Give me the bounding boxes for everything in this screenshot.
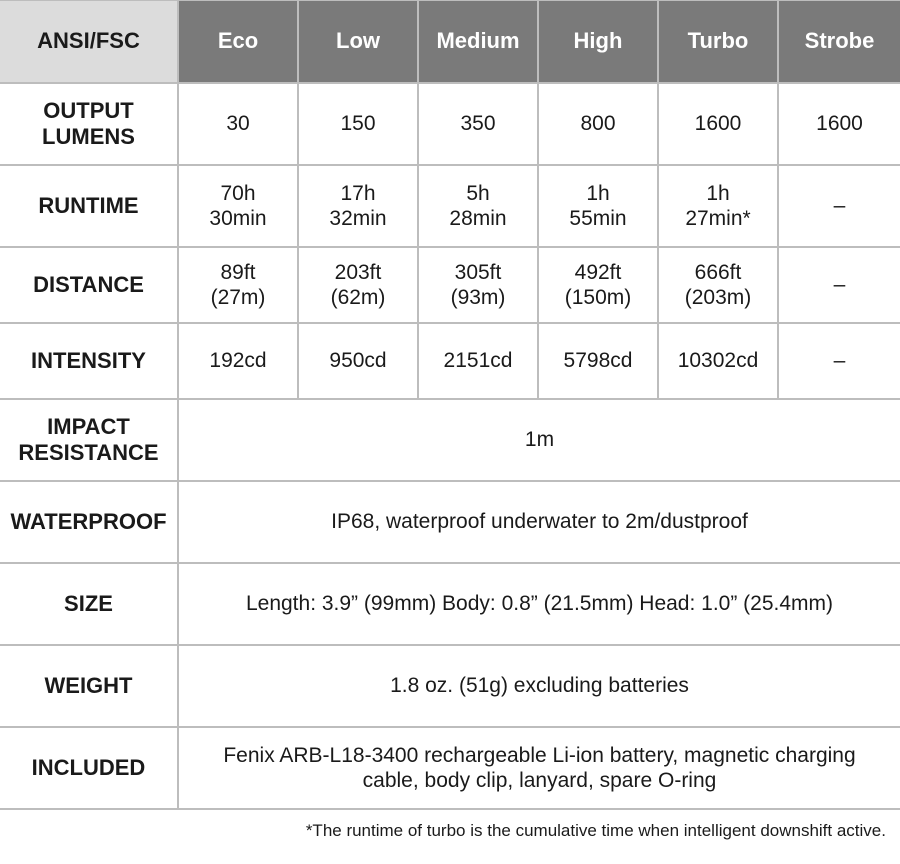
distance-strobe: – xyxy=(778,247,900,323)
output-high: 800 xyxy=(538,83,658,165)
waterproof-value: IP68, waterproof underwater to 2m/dustproof xyxy=(178,481,900,563)
included-value: Fenix ARB-L18-3400 rechargeable Li-ion battery, magnetic charging cable, body clip, lanyard, spare O-ring xyxy=(178,727,900,809)
impact-resistance-value: 1m xyxy=(178,399,900,481)
size-value: Length: 3.9” (99mm) Body: 0.8” (21.5mm) Head: 1.0” (25.4mm) xyxy=(178,563,900,645)
impact-resistance-row xyxy=(0,399,900,481)
weight-row xyxy=(0,645,900,727)
runtime-low: 17h 32min xyxy=(298,165,418,247)
distance-row xyxy=(0,247,900,323)
intensity-row xyxy=(0,323,900,399)
intensity-strobe: – xyxy=(778,323,900,399)
runtime-turbo: 1h 27min* xyxy=(658,165,778,247)
output-strobe: 1600 xyxy=(778,83,900,165)
mode-header-strobe: Strobe xyxy=(778,1,900,83)
row-label-waterproof: WATERPROOF xyxy=(0,481,178,563)
distance-eco: 89ft (27m) xyxy=(178,247,298,323)
runtime-strobe: – xyxy=(778,165,900,247)
distance-medium: 305ft (93m) xyxy=(418,247,538,323)
row-label-impact-resistance: IMPACT RESISTANCE xyxy=(0,399,178,481)
intensity-high: 5798cd xyxy=(538,323,658,399)
output-eco: 30 xyxy=(178,83,298,165)
intensity-medium: 2151cd xyxy=(418,323,538,399)
weight-value: 1.8 oz. (51g) excluding batteries xyxy=(178,645,900,727)
size-row xyxy=(0,563,900,645)
row-label-output-lumens: OUTPUT LUMENS xyxy=(0,83,178,165)
mode-header-turbo: Turbo xyxy=(658,1,778,83)
row-label-distance: DISTANCE xyxy=(0,247,178,323)
runtime-eco: 70h 30min xyxy=(178,165,298,247)
mode-header-eco: Eco xyxy=(178,1,298,83)
runtime-high: 1h 55min xyxy=(538,165,658,247)
row-label-included: INCLUDED xyxy=(0,727,178,809)
included-row xyxy=(0,727,900,809)
runtime-row xyxy=(0,165,900,247)
runtime-medium: 5h 28min xyxy=(418,165,538,247)
intensity-turbo: 10302cd xyxy=(658,323,778,399)
intensity-low: 950cd xyxy=(298,323,418,399)
mode-header-medium: Medium xyxy=(418,1,538,83)
output-medium: 350 xyxy=(418,83,538,165)
intensity-eco: 192cd xyxy=(178,323,298,399)
distance-low: 203ft (62m) xyxy=(298,247,418,323)
output-low: 150 xyxy=(298,83,418,165)
runtime-footnote: *The runtime of turbo is the cumulative time when intelligent downshift active. xyxy=(305,821,886,840)
mode-header-low: Low xyxy=(298,1,418,83)
distance-turbo: 666ft (203m) xyxy=(658,247,778,323)
output-turbo: 1600 xyxy=(658,83,778,165)
mode-header-high: High xyxy=(538,1,658,83)
row-label-weight: WEIGHT xyxy=(0,645,178,727)
header-row xyxy=(0,1,900,83)
distance-high: 492ft (150m) xyxy=(538,247,658,323)
row-label-intensity: INTENSITY xyxy=(0,323,178,399)
row-label-size: SIZE xyxy=(0,563,178,645)
output-lumens-row xyxy=(0,83,900,165)
row-label-runtime: RUNTIME xyxy=(0,165,178,247)
waterproof-row xyxy=(0,481,900,563)
corner-header: ANSI/FSC xyxy=(0,1,178,83)
